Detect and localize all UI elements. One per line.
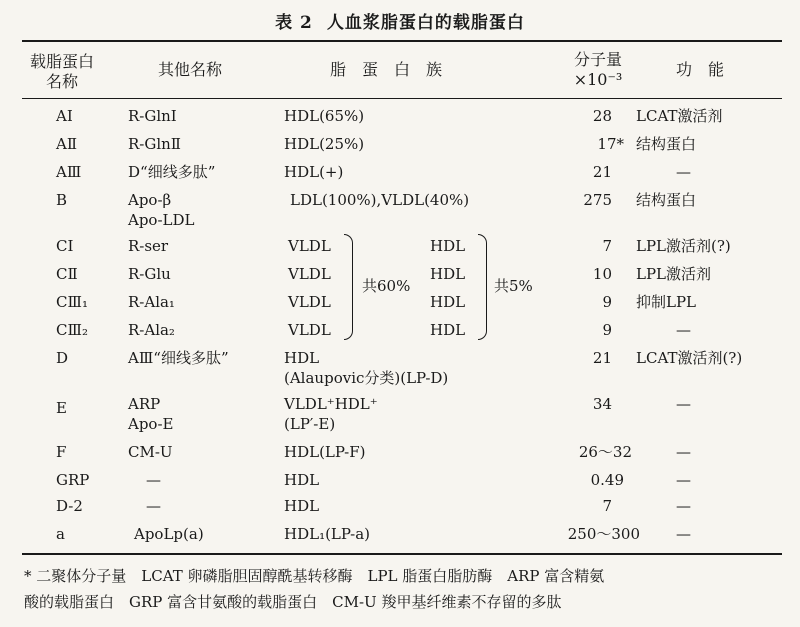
table-title-text: 人血浆脂蛋白的载脂蛋白 bbox=[326, 13, 525, 33]
hdl-group-brace bbox=[478, 234, 487, 340]
cell-other-name: ApoLp(a) bbox=[134, 525, 204, 543]
cell-mw: 28 bbox=[592, 107, 612, 125]
cell-mw: 21 bbox=[592, 163, 612, 181]
header-function: 功 能 bbox=[676, 60, 725, 79]
cell-other-name-line1: ARP bbox=[128, 395, 161, 413]
cell-mw: 7 bbox=[602, 497, 612, 515]
cell-other-name bbox=[128, 190, 194, 230]
cell-other-name: R-GlnⅠ bbox=[128, 107, 177, 125]
cell-other-name: R-Ala₁ bbox=[128, 293, 175, 311]
header-rule bbox=[22, 98, 782, 99]
cell-function: — bbox=[676, 471, 691, 489]
header-apo-name bbox=[22, 52, 102, 92]
cell-function: 结构蛋白 bbox=[636, 135, 697, 153]
cell-family-vldl: VLDL bbox=[288, 293, 331, 311]
cell-family-vldl: VLDL bbox=[288, 265, 331, 283]
cell-function: 抑制LPL bbox=[636, 293, 697, 311]
cell-family bbox=[284, 394, 378, 434]
cell-family: HDL(+) bbox=[284, 163, 344, 181]
cell-other-name-line2: Apo-E bbox=[128, 415, 174, 433]
top-rule bbox=[22, 40, 782, 42]
cell-apo-name: E bbox=[56, 399, 67, 417]
header-mw-line2: ×10⁻³ bbox=[573, 70, 623, 89]
cell-other-name: CM-U bbox=[128, 443, 173, 461]
cell-family: HDL bbox=[284, 471, 320, 489]
header-mw-line1: 分子量 bbox=[573, 50, 622, 69]
cell-other-name-line1: Apo-β bbox=[128, 191, 172, 209]
header-apo-line1: 载脂蛋白 bbox=[29, 52, 94, 71]
cell-mw: 7 bbox=[602, 237, 612, 255]
cell-function: — bbox=[676, 163, 691, 181]
cell-family-hdl: HDL bbox=[430, 293, 466, 311]
cell-other-name: — bbox=[146, 471, 161, 489]
header-apo-line2: 名称 bbox=[45, 72, 78, 91]
cell-apo-name: CⅢ₁ bbox=[56, 293, 88, 311]
table-number: 表 2 bbox=[275, 13, 313, 33]
cell-family-line2: (Alaupovic分类)(LP-D) bbox=[284, 369, 449, 387]
cell-apo-name: CⅢ₂ bbox=[56, 321, 88, 339]
cell-function: LPL激活剂(?) bbox=[636, 237, 731, 255]
cell-mw: 21 bbox=[592, 349, 612, 367]
cell-family-line1: VLDL⁺HDL⁺ bbox=[284, 395, 378, 413]
cell-apo-name: F bbox=[56, 443, 67, 461]
header-other-names: 其他名称 bbox=[158, 60, 223, 79]
cell-mw: 17* bbox=[597, 135, 624, 153]
cell-mw: 9 bbox=[602, 293, 612, 311]
hdl-share-label: 共5% bbox=[494, 277, 533, 295]
cell-mw: 275 bbox=[583, 191, 612, 209]
cell-family: HDL₁(LP-a) bbox=[284, 525, 371, 543]
cell-mw: 250～300 bbox=[567, 525, 640, 543]
cell-mw: 9 bbox=[602, 321, 612, 339]
cell-family: HDL(25%) bbox=[284, 135, 365, 153]
cell-function: 结构蛋白 bbox=[636, 191, 697, 209]
bottom-rule bbox=[22, 553, 782, 555]
cell-other-name: R-GlnⅡ bbox=[128, 135, 181, 153]
cell-function: LCAT激活剂(?) bbox=[636, 349, 743, 367]
cell-other-name: R-Glu bbox=[128, 265, 171, 283]
cell-apo-name: a bbox=[56, 525, 65, 543]
header-molecular-weight bbox=[558, 50, 638, 90]
cell-mw: 26～32 bbox=[578, 443, 632, 461]
cell-other-name: — bbox=[146, 497, 161, 515]
cell-function: LCAT激活剂 bbox=[636, 107, 723, 125]
cell-family: HDL(65%) bbox=[284, 107, 365, 125]
cell-family: HDL bbox=[284, 497, 320, 515]
cell-function: — bbox=[676, 395, 691, 413]
cell-family-hdl: HDL bbox=[430, 321, 466, 339]
cell-family-hdl: HDL bbox=[430, 265, 466, 283]
cell-function: — bbox=[676, 525, 691, 543]
cell-family-hdl: HDL bbox=[430, 237, 466, 255]
cell-family-vldl: VLDL bbox=[288, 237, 331, 255]
cell-mw: 34 bbox=[592, 395, 612, 413]
cell-other-name: R-Ala₂ bbox=[128, 321, 175, 339]
cell-apo-name: AⅡ bbox=[56, 135, 78, 153]
cell-family: HDL(LP-F) bbox=[284, 443, 366, 461]
cell-apo-name: CⅡ bbox=[56, 265, 78, 283]
cell-apo-name: D-2 bbox=[56, 497, 83, 515]
cell-other-name-line2: Apo-LDL bbox=[128, 211, 195, 229]
vldl-group-brace bbox=[344, 234, 353, 340]
cell-mw: 10 bbox=[592, 265, 612, 283]
cell-function: LPL激活剂 bbox=[636, 265, 712, 283]
vldl-share-label: 共60% bbox=[362, 277, 411, 295]
cell-other-name: AⅢ“细线多肽” bbox=[128, 349, 229, 367]
cell-apo-name: GRP bbox=[56, 471, 90, 489]
cell-other-name bbox=[128, 394, 173, 434]
cell-apo-name: B bbox=[56, 191, 68, 209]
cell-apo-name: AⅠ bbox=[56, 107, 73, 125]
cell-other-name: R-ser bbox=[128, 237, 169, 255]
cell-apo-name: AⅢ bbox=[56, 163, 82, 181]
header-lipoprotein-family: 脂 蛋 白 族 bbox=[330, 60, 443, 79]
cell-function: — bbox=[676, 497, 691, 515]
table-title bbox=[0, 8, 800, 33]
cell-family bbox=[284, 348, 448, 388]
cell-mw: 0.49 bbox=[590, 471, 624, 489]
cell-family: LDL(100%),VLDL(40%) bbox=[290, 191, 470, 209]
cell-family-line1: HDL bbox=[284, 349, 320, 367]
cell-function: — bbox=[676, 321, 691, 339]
cell-family-vldl: VLDL bbox=[288, 321, 331, 339]
cell-other-name: D“细线多肽” bbox=[128, 163, 216, 181]
cell-apo-name: D bbox=[56, 349, 69, 367]
footnote-line2: 酸的载脂蛋白 GRP 富含甘氨酸的载脂蛋白 CM-U 羧甲基纤维素不存留的多肽 bbox=[24, 593, 562, 611]
cell-family-line2: (LP′-E) bbox=[284, 415, 336, 433]
cell-function: — bbox=[676, 443, 691, 461]
footnote-line1: * 二聚体分子量 LCAT 卵磷脂胆固醇酰基转移酶 LPL 脂蛋白脂肪酶 ARP 富含精氨 bbox=[24, 567, 605, 585]
cell-apo-name: CⅠ bbox=[56, 237, 74, 255]
